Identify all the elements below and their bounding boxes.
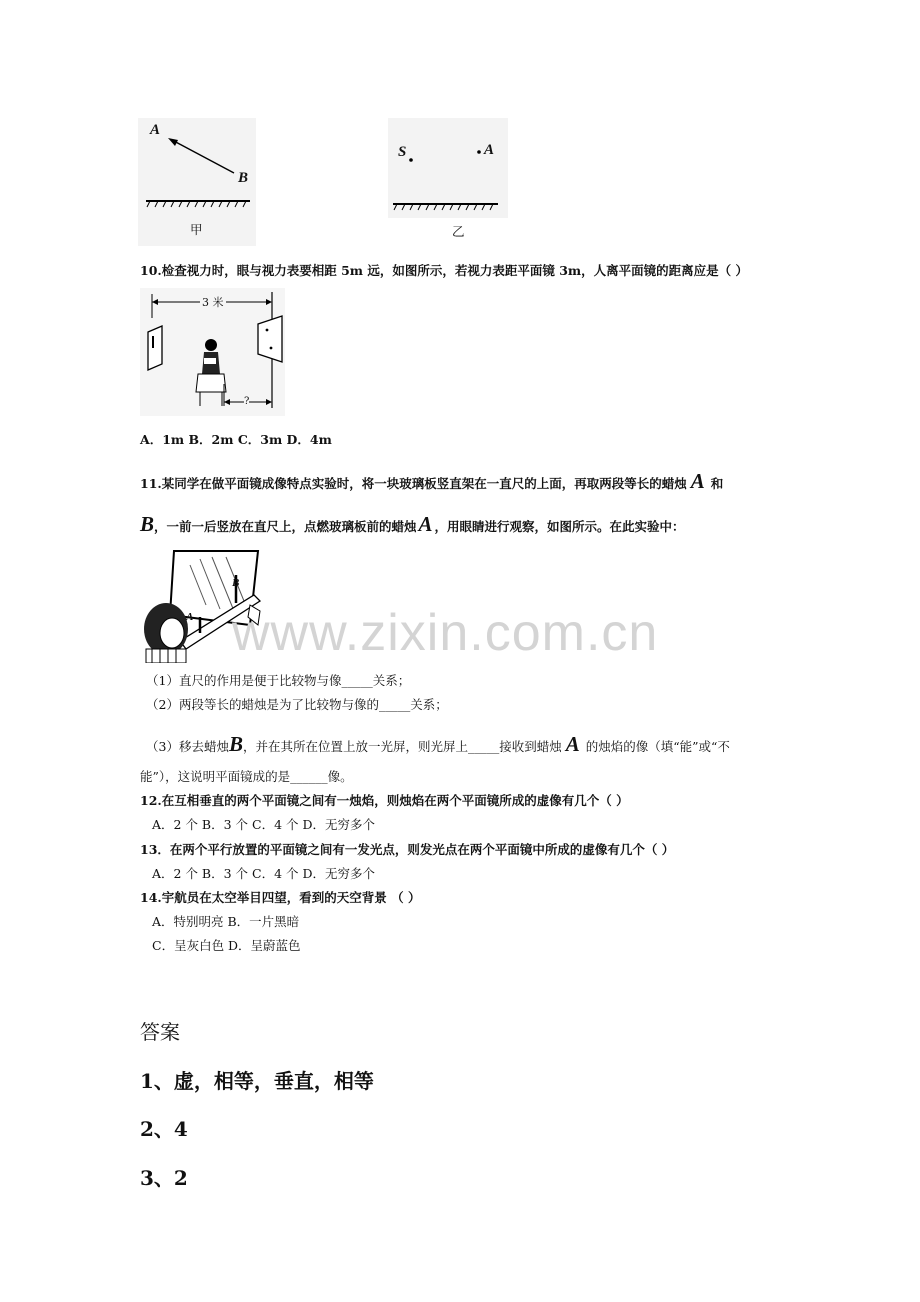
q14-text: 14.宇航员在太空举目四望，看到的天空背景 （ ） (140, 890, 421, 905)
q12-options: A．2 个 B．3 个 C．4 个 D．无穷多个 (152, 817, 375, 832)
q10-text: 10.检查视力时，眼与视力表要相距 5m 远，如图所示，若视力表距平面镜 3m，人离平面镜的距离应是（ ） (140, 263, 749, 278)
candle-b-symbol: B (140, 512, 155, 536)
q11-sub3-end: 的烛焰的像（填“能”或“不 (585, 739, 730, 754)
answers-heading: 答案 (140, 1020, 180, 1044)
q14-options-1: A．特别明亮 B．一片黑暗 (152, 914, 300, 929)
q14-options-2: C．呈灰白色 D．呈蔚蓝色 (152, 938, 301, 953)
distance-3m-label: 3 米 (202, 296, 224, 309)
q11-sub2: （2）两段等长的蜡烛是为了比较物与像的_____关系； (146, 697, 448, 712)
fig-candle-b-label: B (232, 577, 240, 589)
watermark: www.zixin.com.cn (232, 604, 659, 662)
caption-yi: 乙 (452, 224, 465, 239)
q11-line2-text: ，一前一后竖放在直尺上，点燃玻璃板前的蜡烛 (154, 519, 417, 534)
point-b-label: B (238, 170, 249, 186)
q11-sub3-start: （3）移去蜡烛 (146, 739, 229, 754)
candle-b-symbol-3: B (228, 732, 243, 756)
q13-options: A．2 个 B．3 个 C．4 个 D．无穷多个 (152, 866, 375, 881)
answer-1: 1、虚，相等，垂直，相等 (140, 1069, 374, 1093)
answer-3: 3、2 (140, 1166, 188, 1190)
q11-sub1: （1）直尺的作用是便于比较物与像_____关系； (146, 673, 411, 688)
q10-options: A．1m B．2m C．3m D．4m (140, 432, 332, 447)
point-a2-label: A (484, 142, 495, 158)
q11-sub3-line2: 能”），这说明平面镜成的是______像。 (140, 769, 353, 784)
q11-line2-end: ，用眼睛进行观察，如图所示。在此实验中： (434, 519, 685, 534)
q11-line1 (140, 469, 723, 494)
q11-line2 (140, 512, 685, 537)
q13-text: 13．在两个平行放置的平面镜之间有一发光点，则发光点在两个平面镜中所成的虚像有几个（ ） (140, 842, 675, 857)
q10-figure (140, 288, 285, 416)
point-a-label: A (150, 122, 161, 138)
fig-candle-a-label: A (186, 611, 194, 623)
candle-a-symbol-3: A (565, 732, 580, 756)
q11-sub3-mid: ，并在其所在位置上放一光屏，则光屏上_____接收到蜡烛 (242, 739, 562, 754)
answer-2: 2、4 (140, 1117, 188, 1141)
caption-jia: 甲 (190, 222, 203, 237)
point-s-label: S (398, 144, 407, 160)
mirror-figure-jia-yi (138, 118, 508, 246)
candle-a-symbol: A (690, 469, 705, 493)
candle-a-symbol-2: A (418, 512, 433, 536)
distance-unknown-label: ? (244, 396, 250, 407)
q12-text: 12.在互相垂直的两个平面镜之间有一烛焰，则烛焰在两个平面镜所成的虚像有几个（ ） (140, 793, 629, 808)
q11-and: 和 (710, 476, 724, 491)
q11-sub3 (146, 732, 730, 757)
q11-line1-text: 11.某同学在做平面镜成像特点实验时，将一块玻璃板竖直架在一直尺的上面，再取两段等长的蜡烛 (140, 476, 687, 491)
